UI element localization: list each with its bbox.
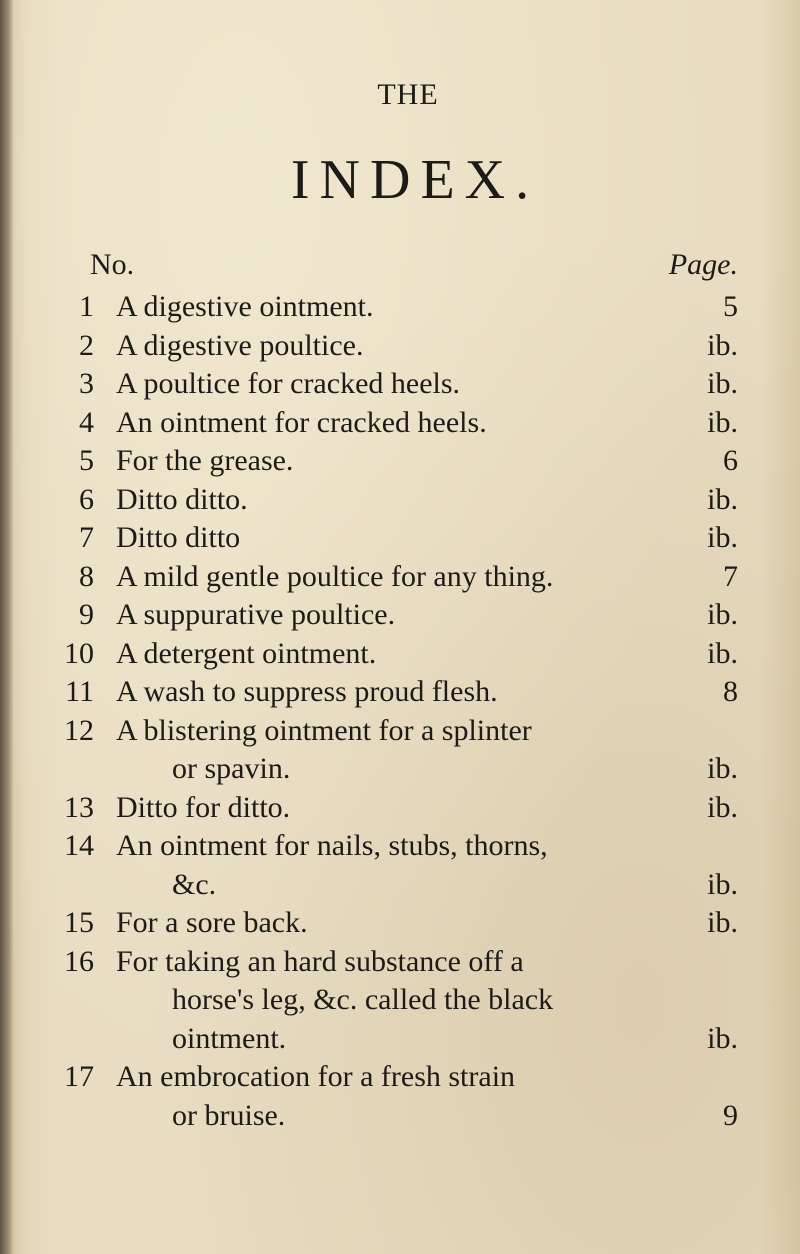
entry-page: ib. [707, 790, 738, 824]
entry-page: ib. [707, 867, 738, 901]
index-entry-continuation [0, 750, 800, 789]
entry-page: ib. [707, 752, 738, 785]
index-entry-continuation [0, 981, 800, 1020]
heading-the: THE [377, 78, 439, 111]
entry-page: ib. [707, 367, 738, 400]
entry-title: horse's leg, &c. called the black [172, 983, 554, 1016]
entry-number: 1 [79, 290, 94, 323]
entry-page: ib. [707, 482, 738, 516]
index-entry-continuation [0, 1097, 800, 1136]
entry-title: or bruise. [172, 1098, 286, 1132]
index-entry [0, 596, 800, 635]
entry-number: 16 [64, 944, 94, 978]
index-entry [0, 789, 800, 828]
entry-page: 9 [723, 1098, 738, 1132]
entry-title: An ointment for cracked heels. [116, 405, 487, 439]
entry-number: 13 [64, 790, 94, 824]
column-header-page: Page. [668, 248, 738, 281]
entry-number: 4 [79, 405, 94, 439]
index-entry [0, 288, 800, 327]
index-entry [0, 327, 800, 366]
index-list [0, 288, 800, 1135]
entry-title: Ditto ditto [116, 521, 241, 554]
index-entry [0, 558, 800, 597]
entry-number: 3 [79, 367, 94, 400]
entry-number: 9 [79, 598, 94, 631]
index-entry-continuation [0, 866, 800, 905]
entry-title: Ditto ditto. [116, 482, 248, 516]
index-entry [0, 1058, 800, 1097]
entry-page: 7 [723, 559, 738, 593]
entry-title: For taking an hard substance off a [116, 944, 524, 978]
index-entry [0, 404, 800, 443]
entry-title: A suppurative poultice. [116, 598, 396, 631]
entry-number: 7 [79, 521, 94, 554]
entry-title: An embrocation for a fresh strain [116, 1060, 516, 1093]
entry-page: ib. [707, 906, 738, 939]
index-entry [0, 442, 800, 481]
entry-number: 10 [64, 636, 94, 670]
index-entry [0, 827, 800, 866]
entry-page: 5 [723, 290, 738, 323]
entry-page: 8 [723, 675, 738, 708]
entry-page: ib. [707, 1021, 738, 1055]
page-title: INDEX. [290, 149, 540, 211]
index-entry [0, 635, 800, 674]
entry-page: ib. [707, 598, 738, 631]
entry-title: A poultice for cracked heels. [116, 367, 461, 400]
column-header-no: No. [90, 248, 135, 281]
index-entry-continuation [0, 1020, 800, 1059]
entry-title: For the grease. [116, 444, 294, 477]
entry-number: 17 [64, 1060, 94, 1093]
entry-title: or spavin. [172, 752, 291, 785]
entry-page: ib. [707, 405, 738, 439]
entry-title: A detergent ointment. [116, 636, 377, 670]
entry-title: A digestive ointment. [116, 290, 374, 323]
index-entry [0, 673, 800, 712]
entry-title: ointment. [172, 1021, 287, 1055]
entry-number: 15 [64, 906, 94, 939]
column-headers [0, 248, 800, 288]
entry-title: For a sore back. [116, 906, 308, 939]
index-entry [0, 712, 800, 751]
entry-number: 8 [79, 559, 94, 593]
entry-title: &c. [172, 867, 217, 901]
entry-number: 2 [79, 328, 94, 362]
index-entry [0, 481, 800, 520]
entry-number: 14 [64, 829, 94, 862]
entry-title: A digestive poultice. [116, 328, 364, 362]
entry-title: An ointment for nails, stubs, thorns, [116, 829, 548, 862]
entry-title: A wash to suppress proud flesh. [116, 675, 498, 708]
entry-title: A mild gentle poultice for any thing. [116, 559, 554, 593]
entry-number: 11 [65, 675, 94, 708]
entry-page: 6 [723, 444, 738, 477]
entry-title: A blistering ointment for a splinter [116, 713, 532, 747]
index-entry [0, 904, 800, 943]
entry-title: Ditto for ditto. [116, 790, 291, 824]
index-entry [0, 519, 800, 558]
index-entry [0, 365, 800, 404]
entry-page: ib. [707, 521, 738, 554]
entry-number: 6 [79, 482, 94, 516]
entry-page: ib. [707, 328, 738, 362]
entry-number: 5 [79, 444, 94, 477]
entry-page: ib. [707, 636, 738, 670]
entry-number: 12 [64, 713, 94, 747]
index-entry [0, 943, 800, 982]
